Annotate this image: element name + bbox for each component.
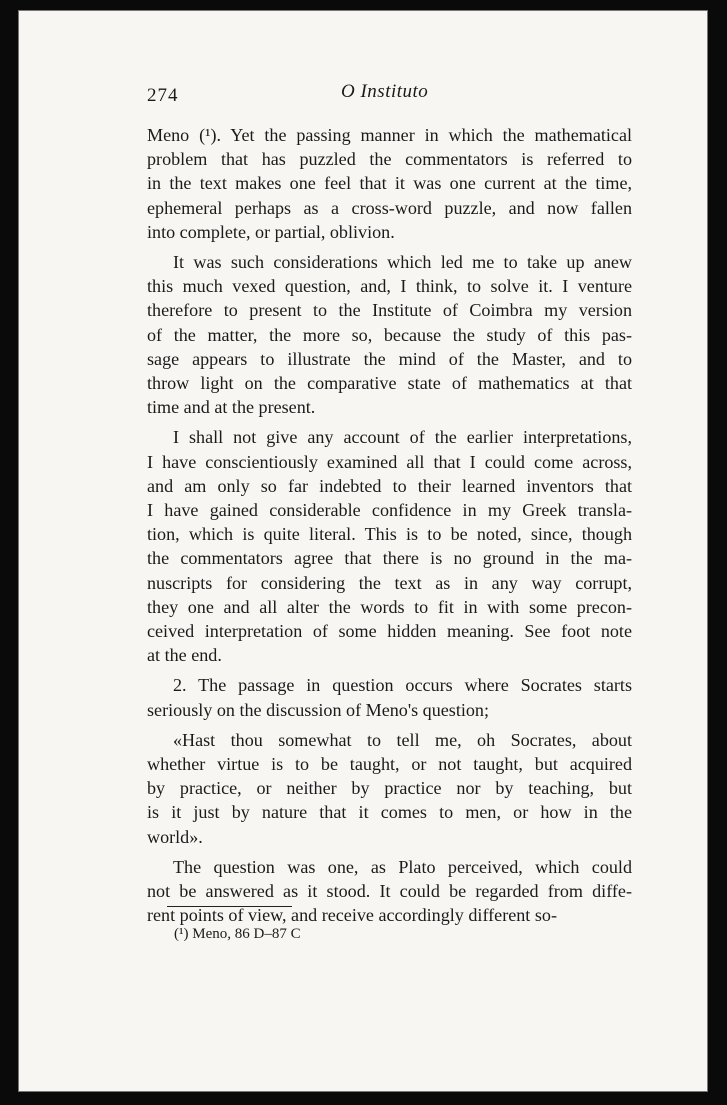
text-line: throw light on the comparative state of mathematics at that	[147, 373, 632, 394]
text-line: seriously on the discussion of Meno's question;	[147, 699, 489, 720]
text-line: not be answered as it stood. It could be regarded from diffe-	[147, 881, 632, 902]
text-line: they one and all alter the words to fit in with some precon-	[147, 596, 632, 617]
paragraph	[147, 123, 632, 244]
paragraph	[147, 425, 632, 667]
text-line: problem that has puzzled the commentators is referred to	[147, 149, 632, 170]
text-line: Meno (¹). Yet the passing manner in which the mathematical	[147, 125, 632, 145]
text-line: nuscripts for considering the text as in any way corrupt,	[147, 572, 632, 593]
footnote-divider	[167, 906, 292, 907]
page-number: 274	[147, 85, 179, 106]
body-text	[147, 123, 632, 934]
text-line: at the end.	[147, 645, 222, 666]
text-line: ephemeral perhaps as a cross-word puzzle, and now fallen	[147, 197, 632, 218]
footnote: (¹) Meno, 86 D–87 C	[174, 926, 301, 942]
text-line: ceived interpretation of some hidden meaning. See foot note	[147, 621, 632, 642]
running-title: O Instituto	[341, 81, 429, 102]
text-line: The question was one, as Plato perceived, which could	[173, 856, 632, 877]
text-line: rent points of view, and receive accordingly different so-	[147, 905, 557, 926]
text-line: I shall not give any account of the earlier interpretations,	[173, 427, 632, 448]
text-line: therefore to present to the Institute of Coimbra my version	[147, 300, 632, 321]
text-line: I have gained considerable confidence in my Greek transla-	[147, 500, 632, 521]
text-line: It was such considerations which led me to take up anew	[173, 252, 632, 273]
book-page	[18, 10, 708, 1092]
paragraph	[147, 673, 632, 721]
page-header	[147, 81, 632, 111]
text-line: into complete, or partial, oblivion.	[147, 221, 395, 242]
text-line: sage appears to illustrate the mind of the Master, and to	[147, 348, 632, 369]
text-line: the commentators agree that there is no ground in the ma-	[147, 548, 632, 569]
text-line: of the matter, the more so, because the study of this pas-	[147, 324, 632, 345]
text-line: this much vexed question, and, I think, to solve it. I venture	[147, 276, 632, 297]
text-line: and am only so far indebted to their learned inventors that	[147, 475, 632, 496]
text-line: I have conscientiously examined all that I could come across,	[147, 451, 632, 472]
text-line: by practice, or neither by practice nor by teaching, but	[147, 778, 632, 799]
paragraph	[147, 855, 632, 928]
text-line: 2. The passage in question occurs where Socrates starts	[173, 675, 632, 696]
text-line: world».	[147, 826, 203, 847]
text-line: time and at the present.	[147, 397, 316, 418]
text-line: is it just by nature that it comes to men, or how in the	[147, 802, 632, 823]
text-line: in the text makes one feel that it was one current at the time,	[147, 173, 632, 194]
text-line: whether virtue is to be taught, or not taught, but acquired	[147, 754, 632, 775]
text-line: tion, which is quite literal. This is to be noted, since, though	[147, 524, 632, 545]
text-line: «Hast thou somewhat to tell me, oh Socrates, about	[173, 729, 632, 750]
paragraph	[147, 728, 632, 849]
paragraph	[147, 250, 632, 419]
